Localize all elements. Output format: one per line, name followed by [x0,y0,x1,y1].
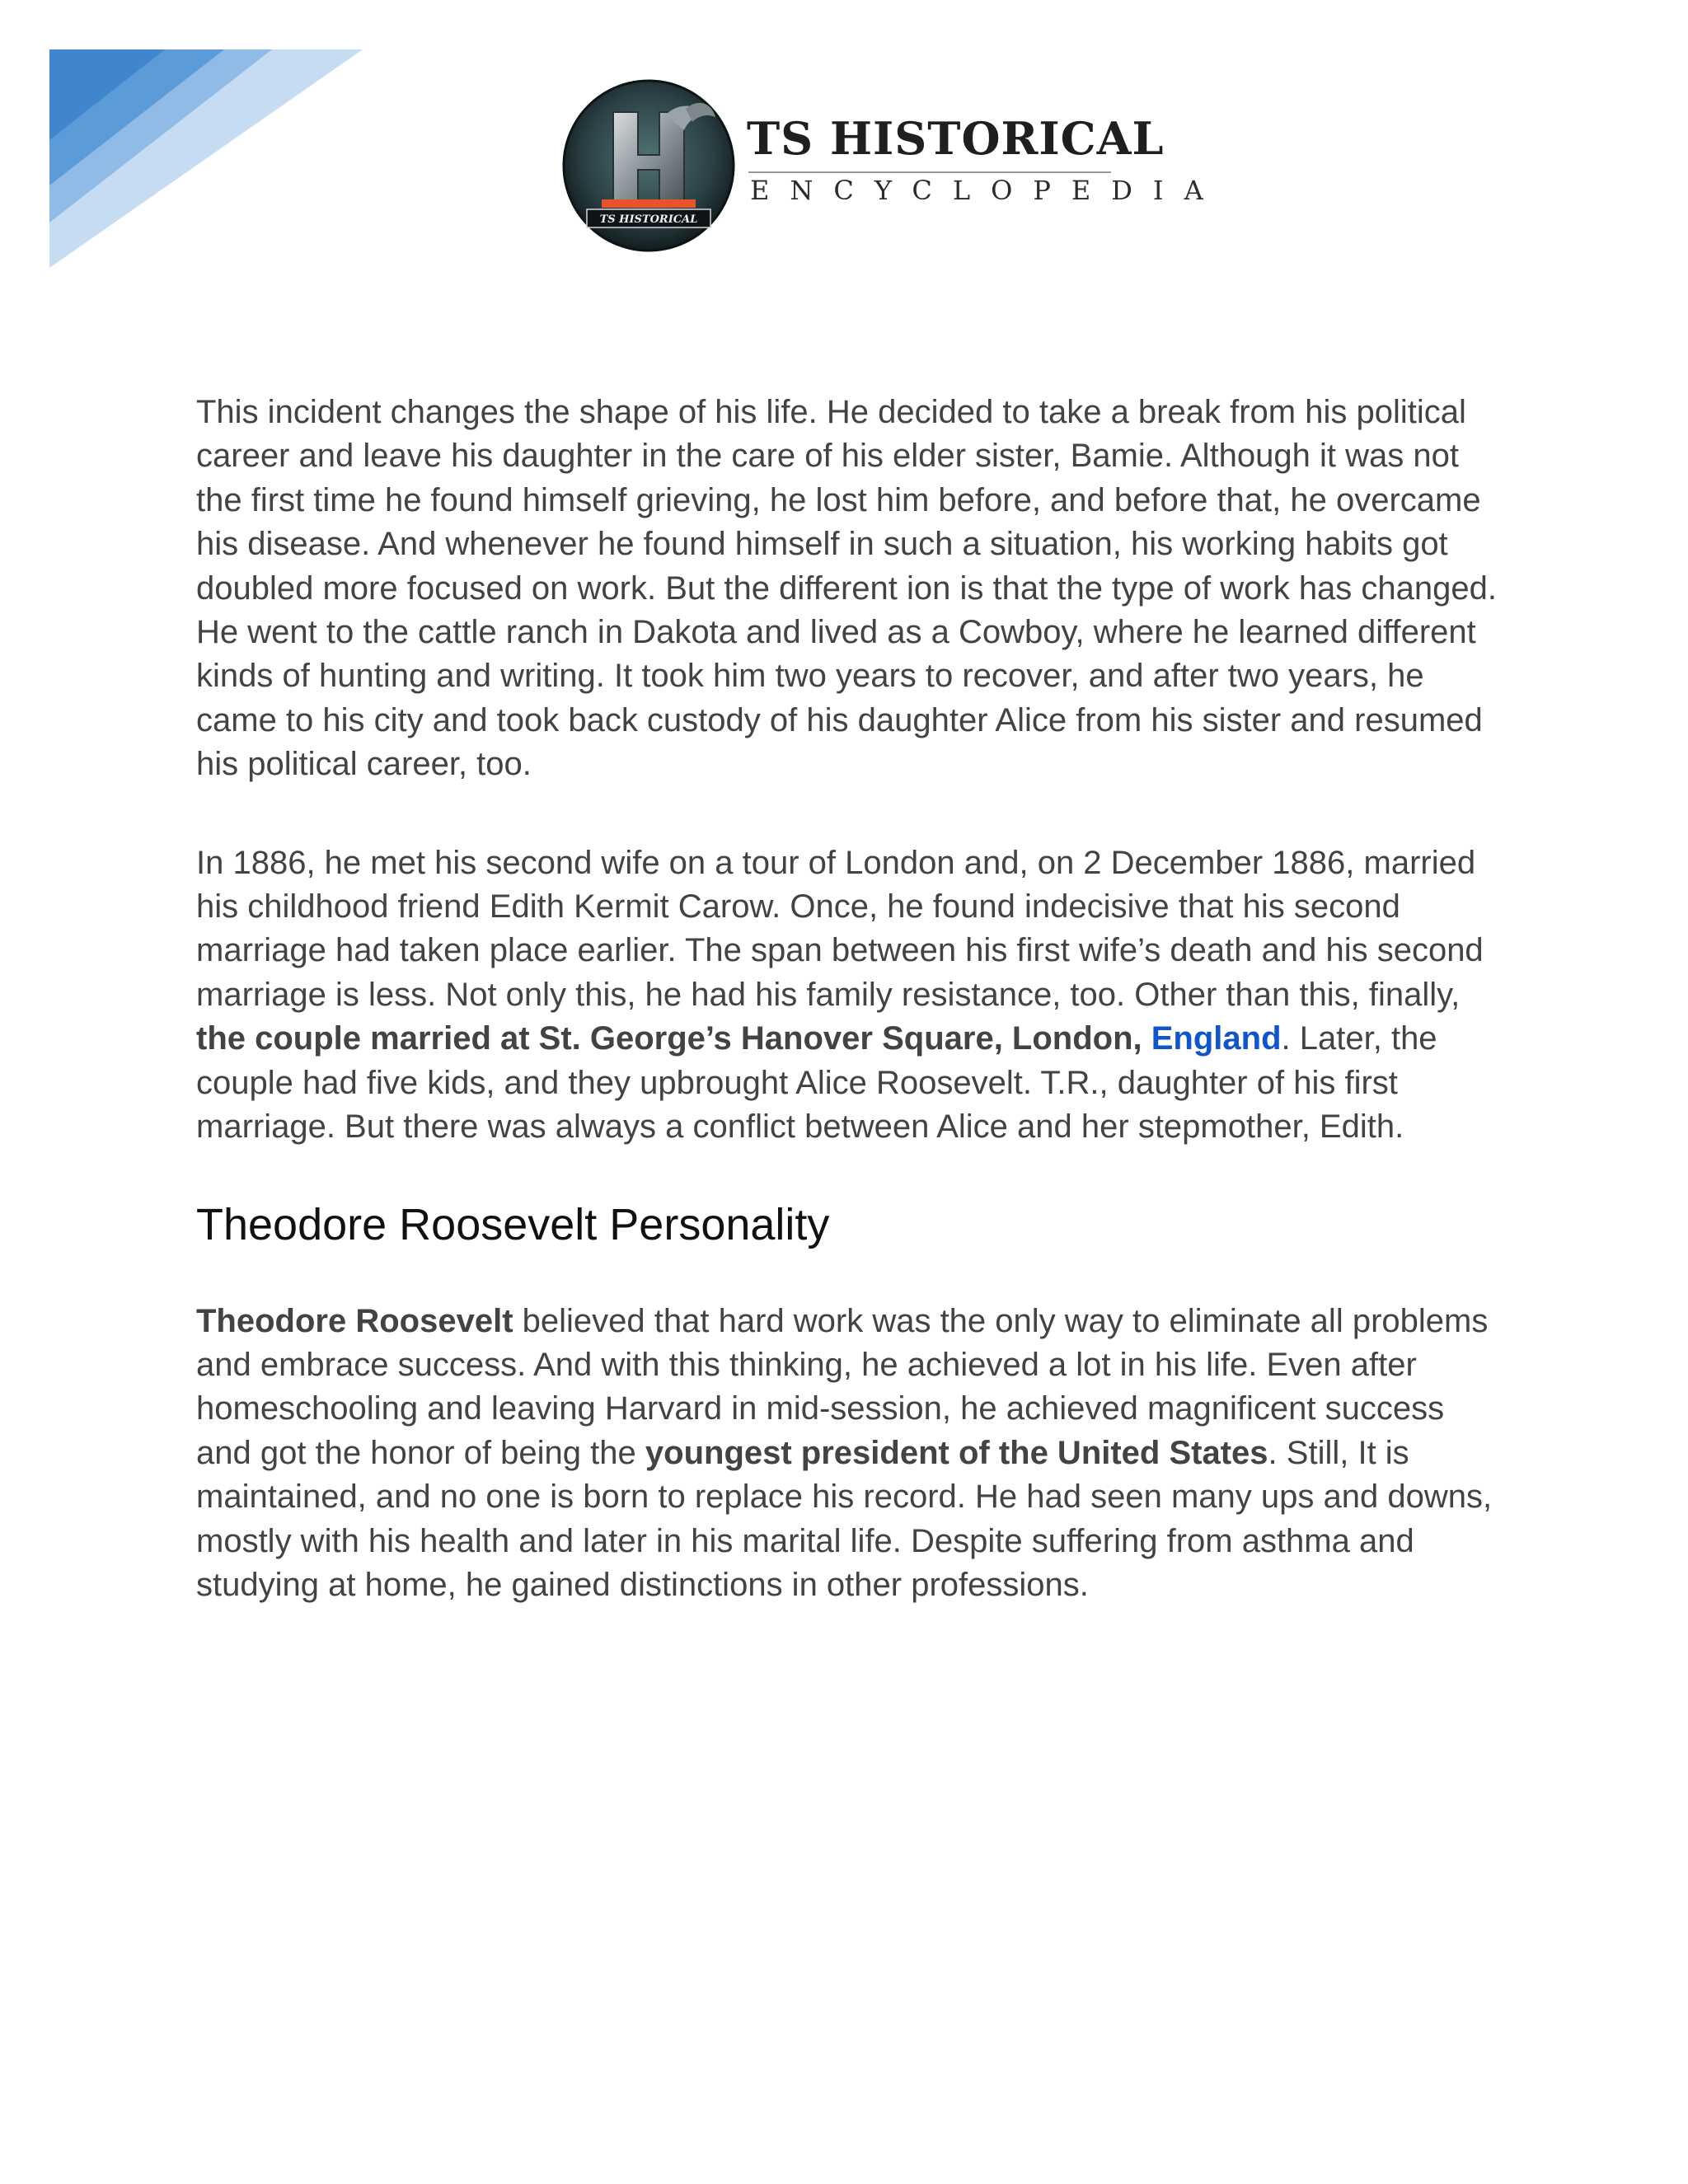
paragraph-text: . Later, the couple had five kids, and they upbrought Alice Roosevelt. T.R., daughter of his first marriage. But there was always a conflict between Alice and her stepmother, Edith. [196,1020,1437,1146]
knight-helmet-icon [562,79,735,252]
site-header [562,76,1224,257]
paragraph-first-wife-grief: This incident changes the shape of his life. He decided to take a break from his political career and leave his daughter in the care of his elder sister, Bamie. Although it was not the first time he found himself grieving, he lost him before, and before that, he overcame his disease. And whenever he found himself in such a situation, his working habits got doubled more focused on work. But the different ion is that the type of work has changed. He went to the cattle ranch in Dakota and lived as a Cowboy, where he learned different kinds of hunting and writing. It took him two years to recover, and after two years, he came to his city and took back custody of his daughter Alice from his sister and resumed his political career, too. [196,394,1498,783]
bold-text: youngest president of the United States [645,1434,1268,1471]
paragraph-text: . Still, It is maintained, and no one is born to replace his record. He had seen many ups and downs, mostly with his health and later in his marital life. Despite suffering from asthma and studying at home, he gained distinctions in other professions. [196,1434,1493,1603]
corner-decoration [0,0,379,280]
paragraph-text: In 1886, he met his second wife on a tour of London and, on 2 December 1886, married his childhood friend Edith Kermit Carow. Once, he found indecisive that his second marriage had taken place earlier. The span between his first wife’s death and his second marriage is less. Not only this, he had his family resistance, too. Other than this, finally, [196,844,1484,1013]
article-body [196,391,1498,1607]
brand-title: TS HISTORICAL [747,112,1165,165]
paragraph-second-marriage [196,841,1498,1150]
paragraph-text: believed that hard work was the only way to eliminate all problems and embrace success. And with this thinking, he achieved a lot in his life. Even after homeschooling and leaving Harvard in mid-session, he achieved magnificent success and got the honor of being the [196,1302,1489,1471]
england-link[interactable]: England [1151,1020,1282,1057]
bold-text: the couple married at St. George’s Hanover Square, London, [196,1020,1151,1057]
bold-text: Theodore Roosevelt [196,1302,513,1339]
brand-subtitle: ENCYCLOPEDIA [750,175,1224,206]
logo-caption: TS HISTORICAL [599,213,698,226]
section-heading: Theodore Roosevelt Personality [196,1199,830,1249]
brand-divider [748,171,1111,173]
paragraph-personality [196,1300,1498,1608]
